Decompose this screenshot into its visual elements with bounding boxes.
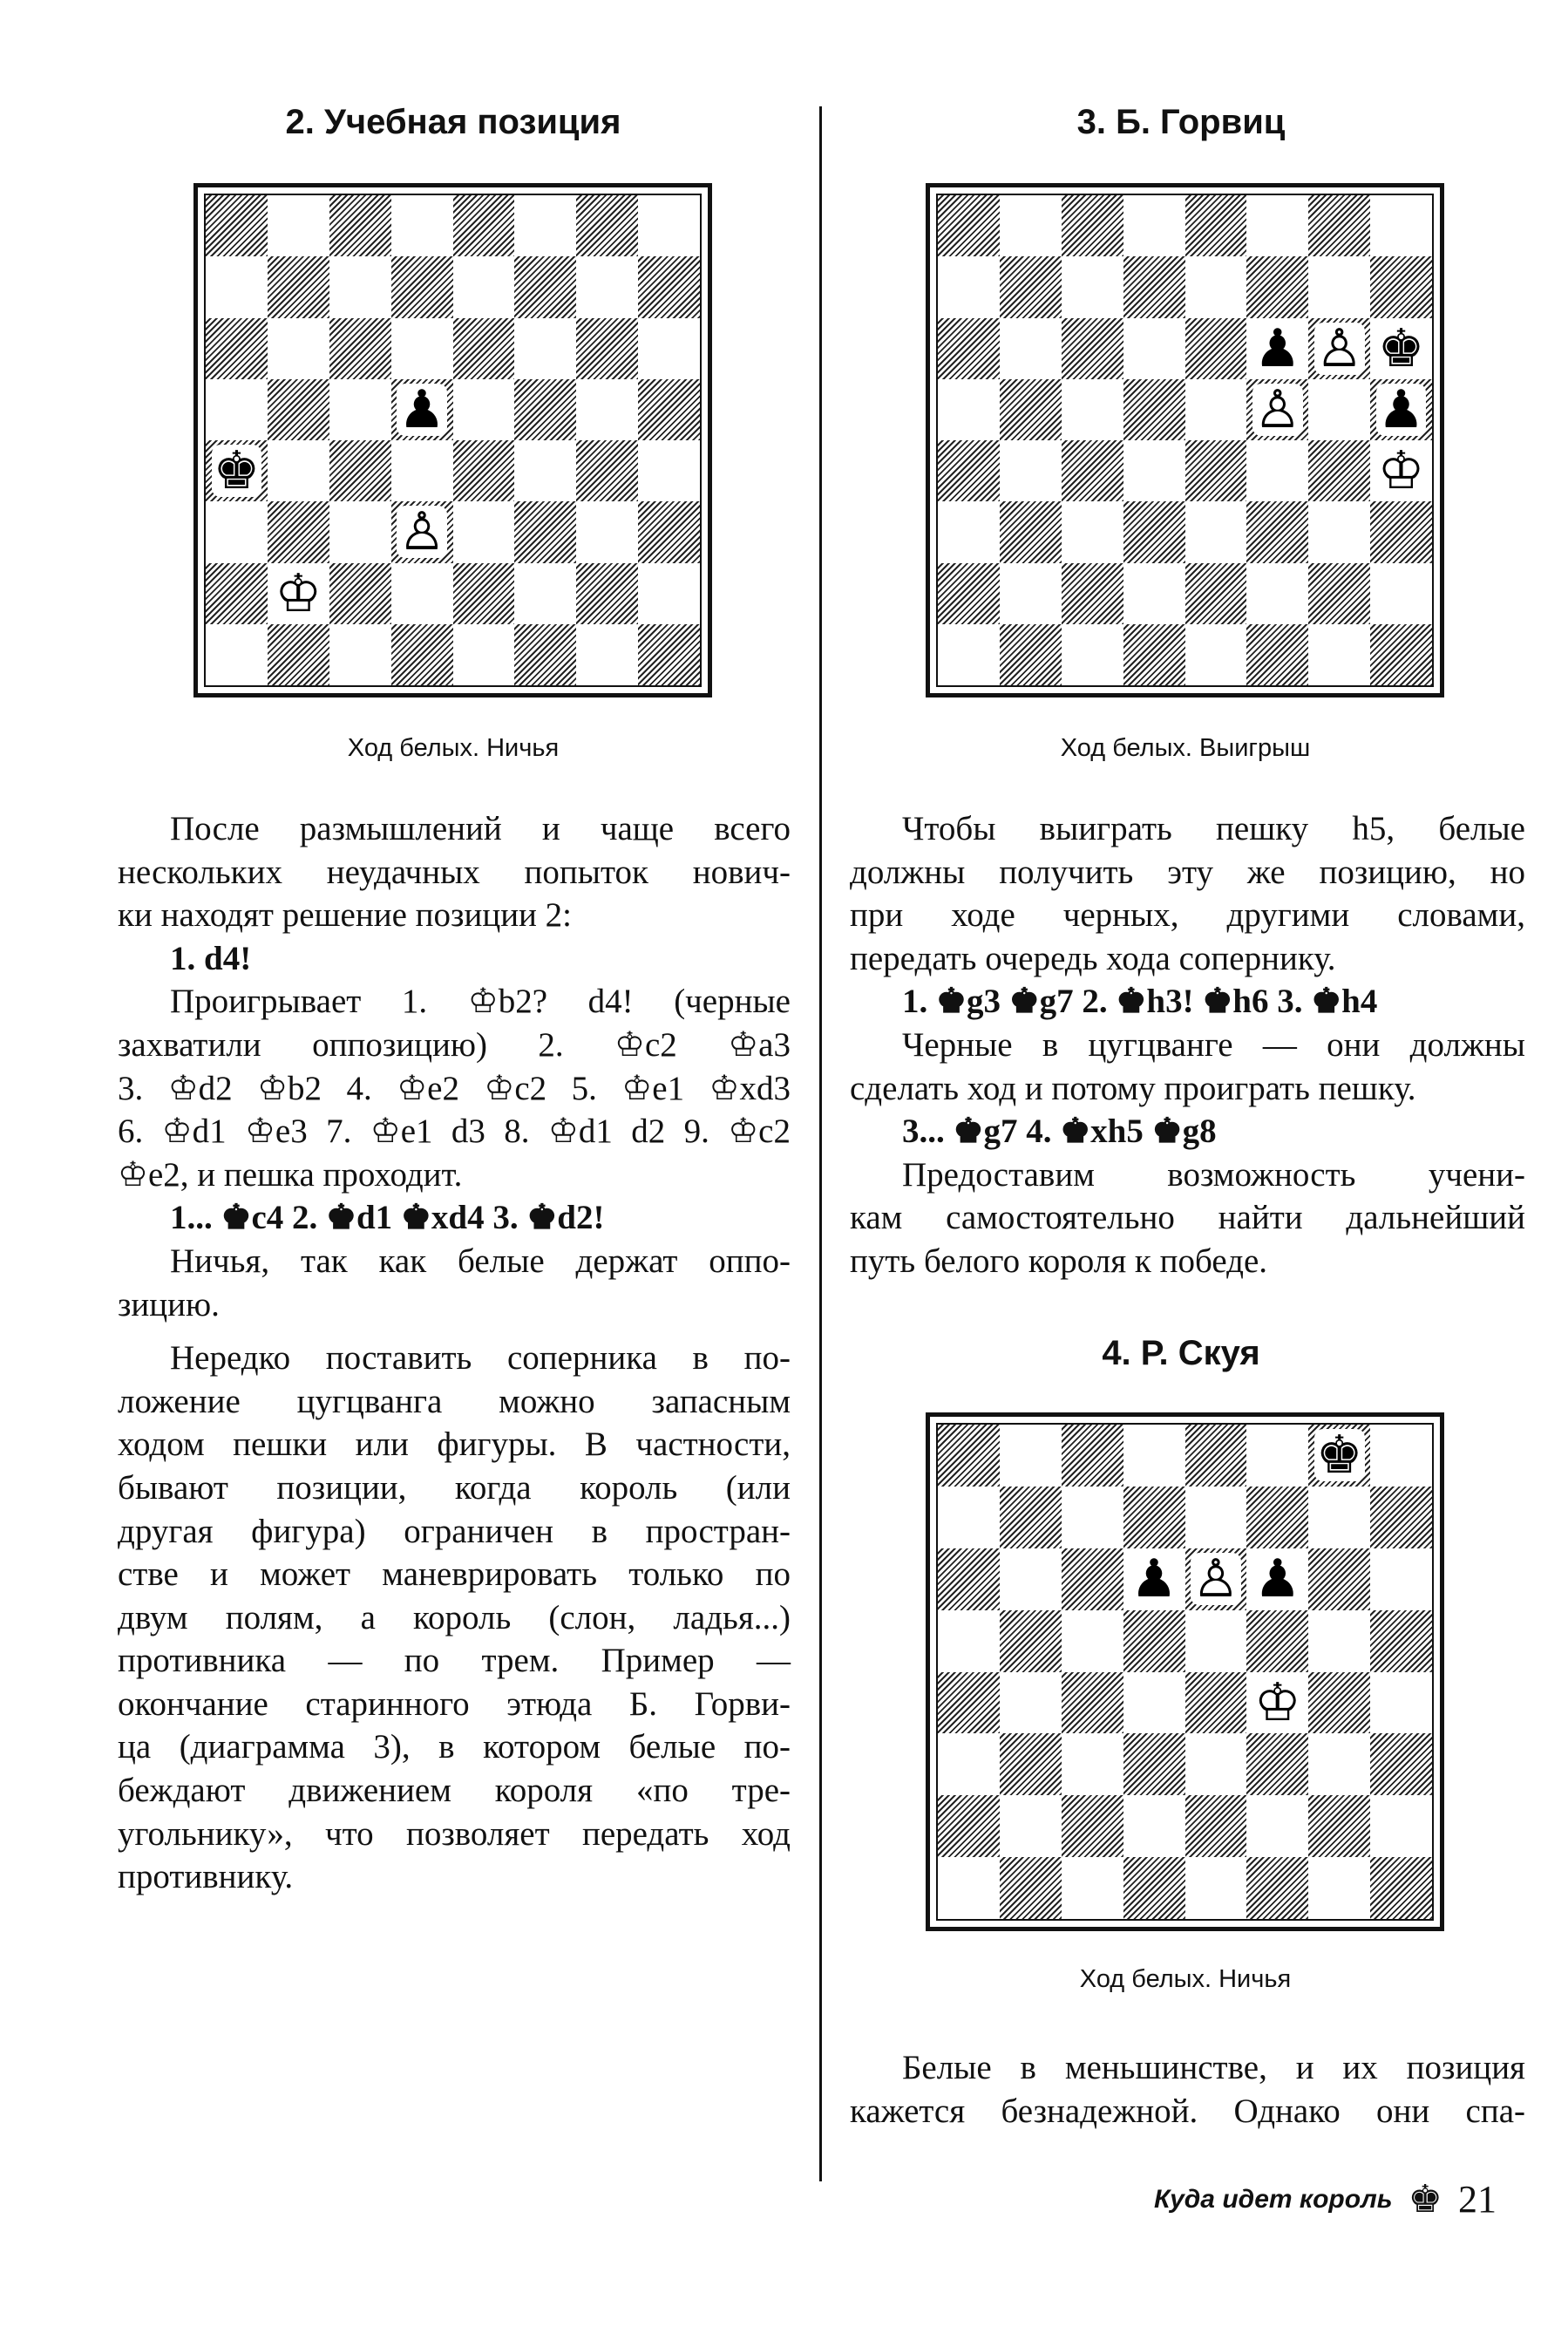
square-a4	[938, 440, 1000, 501]
text-line: Нередко поставить соперника в по-	[170, 1339, 791, 1378]
square-c6	[329, 318, 391, 379]
square-h7	[638, 256, 700, 317]
move-line: 1. ♚g3 ♚g7 2. ♚h3! ♚h6 3. ♚h4	[902, 983, 1378, 1021]
square-e7	[453, 256, 515, 317]
square-f2	[1246, 1795, 1308, 1857]
square-e4	[453, 440, 515, 501]
text-line: зицию.	[118, 1285, 220, 1323]
square-d7	[391, 256, 453, 317]
square-c7	[329, 256, 391, 317]
square-f8	[514, 195, 576, 256]
square-h6	[1370, 318, 1432, 379]
square-a3	[938, 1733, 1000, 1795]
square-f4	[1246, 440, 1308, 501]
board-grid	[204, 194, 702, 687]
text-line: ложение цугцванга можно запасным	[118, 1382, 791, 1420]
square-g7	[1308, 256, 1370, 317]
square-f5	[1246, 379, 1308, 440]
square-b2	[268, 563, 329, 624]
text-line: нескольких неудачных попыток нович-	[118, 853, 791, 891]
text-line: Белые в меньшинстве, и их позиция	[902, 2049, 1525, 2086]
square-h2	[1370, 563, 1432, 624]
square-g3	[576, 501, 638, 562]
diagram-4-title: 4. Р. Скуя	[1102, 1334, 1260, 1372]
square-c8	[329, 195, 391, 256]
square-c2	[329, 563, 391, 624]
square-e1	[453, 624, 515, 685]
white-king-icon: ♔	[1253, 1671, 1301, 1733]
square-c3	[1062, 501, 1123, 562]
black-king-icon: ♚	[1377, 317, 1425, 379]
square-f4	[1246, 1672, 1308, 1734]
text-line: при ходе черных, другими словами,	[850, 896, 1525, 935]
diagram-2-title: 2. Учебная позиция	[285, 103, 621, 141]
square-b1	[268, 624, 329, 685]
text-line: Ничья, так как белые держат оппо-	[170, 1242, 791, 1280]
square-a8	[938, 1425, 1000, 1487]
square-c4	[1062, 1672, 1123, 1734]
black-king-icon: ♚	[213, 440, 261, 502]
white-king-icon: ♔	[275, 562, 322, 624]
black-pawn-icon: ♟	[1130, 1548, 1178, 1610]
square-d8	[1123, 1425, 1185, 1487]
square-a6	[206, 318, 268, 379]
square-f2	[514, 563, 576, 624]
black-pawn-icon: ♟	[1377, 378, 1425, 440]
square-f6	[1246, 1548, 1308, 1610]
text-line: должны получить эту же позицию, но	[850, 853, 1525, 891]
square-e8	[1185, 195, 1247, 256]
square-d5	[391, 379, 453, 440]
square-a2	[938, 1795, 1000, 1857]
square-e6	[453, 318, 515, 379]
text-line: путь белого короля к победе.	[850, 1242, 1268, 1280]
square-a1	[938, 1857, 1000, 1919]
square-d3	[1123, 1733, 1185, 1795]
running-title: Куда идет король	[1154, 2184, 1393, 2214]
square-h8	[1370, 1425, 1432, 1487]
square-b8	[268, 195, 329, 256]
chessboard-diagram-2	[193, 183, 712, 697]
square-d8	[1123, 195, 1185, 256]
square-g8	[576, 195, 638, 256]
text-line: угольнику», что позволяет передать ход	[118, 1814, 791, 1853]
square-c8	[1062, 195, 1123, 256]
square-g5	[1308, 1610, 1370, 1672]
square-e8	[453, 195, 515, 256]
square-g7	[1308, 1487, 1370, 1548]
square-f3	[1246, 1733, 1308, 1795]
text-line: сделать ход и потому проиграть пешку.	[850, 1069, 1416, 1107]
square-d2	[1123, 1795, 1185, 1857]
square-b6	[1000, 1548, 1062, 1610]
board-grid	[936, 194, 1434, 687]
text-line: кажется безнадежной. Однако они спа-	[850, 2092, 1525, 2130]
square-e4	[1185, 440, 1247, 501]
square-d5	[1123, 379, 1185, 440]
text-line: захватили оппозицию) 2. ♔c2 ♔a3	[118, 1025, 791, 1064]
square-f5	[514, 379, 576, 440]
square-h5	[1370, 1610, 1432, 1672]
square-a7	[938, 256, 1000, 317]
square-a5	[938, 379, 1000, 440]
square-d6	[391, 318, 453, 379]
text-line: 3. ♔d2 ♔b2 4. ♔e2 ♔c2 5. ♔e1 ♔xd3	[118, 1069, 791, 1107]
square-g4	[1308, 1672, 1370, 1734]
square-f3	[514, 501, 576, 562]
white-pawn-icon: ♙	[1192, 1548, 1239, 1610]
square-d6	[1123, 1548, 1185, 1610]
square-d1	[391, 624, 453, 685]
square-g5	[1308, 379, 1370, 440]
square-h3	[638, 501, 700, 562]
square-g6	[1308, 318, 1370, 379]
square-a2	[206, 563, 268, 624]
square-d1	[1123, 624, 1185, 685]
square-h4	[638, 440, 700, 501]
square-c5	[1062, 379, 1123, 440]
square-d6	[1123, 318, 1185, 379]
square-c6	[1062, 318, 1123, 379]
square-e1	[1185, 1857, 1247, 1919]
square-f1	[514, 624, 576, 685]
square-a4	[206, 440, 268, 501]
square-b3	[268, 501, 329, 562]
square-e4	[1185, 1672, 1247, 1734]
page-footer	[1154, 2177, 1497, 2222]
square-g4	[576, 440, 638, 501]
text-line: Чтобы выиграть пешку h5, белые	[902, 810, 1525, 847]
square-h2	[1370, 1795, 1432, 1857]
square-h1	[1370, 1857, 1432, 1919]
square-b4	[268, 440, 329, 501]
white-pawn-icon: ♙	[1253, 378, 1301, 440]
square-a6	[938, 318, 1000, 379]
square-e8	[1185, 1425, 1247, 1487]
square-c1	[1062, 1857, 1123, 1919]
square-c1	[1062, 624, 1123, 685]
square-h7	[1370, 1487, 1432, 1548]
square-c7	[1062, 1487, 1123, 1548]
square-c2	[1062, 1795, 1123, 1857]
square-f6	[1246, 318, 1308, 379]
square-a8	[938, 195, 1000, 256]
square-h2	[638, 563, 700, 624]
square-h4	[1370, 1672, 1432, 1734]
square-b5	[1000, 1610, 1062, 1672]
square-h1	[1370, 624, 1432, 685]
text-line: После размышлений и чаще всего	[170, 810, 791, 847]
square-b5	[1000, 379, 1062, 440]
text-line: беждают движением короля «по тре-	[118, 1772, 791, 1810]
square-e7	[1185, 1487, 1247, 1548]
square-a4	[938, 1672, 1000, 1734]
square-g3	[1308, 501, 1370, 562]
square-c4	[1062, 440, 1123, 501]
square-e5	[1185, 1610, 1247, 1672]
square-g1	[1308, 624, 1370, 685]
move-line: 3... ♚g7 4. ♚xh5 ♚g8	[902, 1112, 1217, 1151]
square-e1	[1185, 624, 1247, 685]
right-column-text	[850, 807, 1525, 1283]
square-g2	[576, 563, 638, 624]
square-f1	[1246, 624, 1308, 685]
move-line: 1. d4!	[170, 939, 252, 977]
text-line: другая фигура) ограничен в простран-	[118, 1512, 791, 1550]
square-e6	[1185, 318, 1247, 379]
white-pawn-icon: ♙	[398, 501, 445, 563]
square-e3	[1185, 501, 1247, 562]
move-line: 1... ♚c4 2. ♚d1 ♚xd4 3. ♚d2!	[170, 1199, 605, 1237]
square-d8	[391, 195, 453, 256]
square-g1	[1308, 1857, 1370, 1919]
text-line: противнику.	[118, 1858, 294, 1896]
square-h6	[1370, 1548, 1432, 1610]
square-a3	[206, 501, 268, 562]
square-d7	[1123, 256, 1185, 317]
square-g7	[576, 256, 638, 317]
square-g8	[1308, 195, 1370, 256]
square-c5	[1062, 1610, 1123, 1672]
chessboard-diagram-4	[926, 1412, 1444, 1931]
square-c4	[329, 440, 391, 501]
square-b8	[1000, 195, 1062, 256]
square-b6	[1000, 318, 1062, 379]
square-d7	[1123, 1487, 1185, 1548]
square-d3	[391, 501, 453, 562]
text-line: ♔e2, и пешка проходит.	[118, 1155, 463, 1194]
text-line: ца (диаграмма 3), в котором белые по-	[118, 1728, 791, 1766]
square-a2	[938, 563, 1000, 624]
square-a8	[206, 195, 268, 256]
square-h6	[638, 318, 700, 379]
square-a5	[938, 1610, 1000, 1672]
diagram-2-caption: Ход белых. Ничья	[347, 734, 560, 762]
square-d1	[1123, 1857, 1185, 1919]
square-e7	[1185, 256, 1247, 317]
black-king-icon: ♚	[1315, 1425, 1363, 1487]
square-d5	[1123, 1610, 1185, 1672]
square-a3	[938, 501, 1000, 562]
square-h8	[1370, 195, 1432, 256]
text-line: 6. ♔d1 ♔e3 7. ♔e1 d3 8. ♔d1 d2 9. ♔c2	[118, 1112, 791, 1151]
paragraph	[118, 807, 791, 851]
square-a7	[206, 256, 268, 317]
square-a7	[938, 1487, 1000, 1548]
square-f6	[514, 318, 576, 379]
chessboard-diagram-3	[926, 183, 1444, 697]
square-f2	[1246, 563, 1308, 624]
text-line: передать очередь хода сопернику.	[850, 939, 1336, 977]
square-g2	[1308, 563, 1370, 624]
square-h5	[638, 379, 700, 440]
diagram-3-caption: Ход белых. Выигрыш	[1060, 734, 1311, 762]
square-c3	[329, 501, 391, 562]
square-h8	[638, 195, 700, 256]
square-h1	[638, 624, 700, 685]
square-g8	[1308, 1425, 1370, 1487]
square-b8	[1000, 1425, 1062, 1487]
square-g6	[576, 318, 638, 379]
square-b6	[268, 318, 329, 379]
square-c5	[329, 379, 391, 440]
square-f8	[1246, 1425, 1308, 1487]
king-icon: ♚	[1408, 2177, 1442, 2222]
square-e3	[453, 501, 515, 562]
black-pawn-icon: ♟	[1253, 1548, 1301, 1610]
column-divider	[819, 106, 822, 2181]
square-f7	[1246, 256, 1308, 317]
square-b7	[1000, 1487, 1062, 1548]
square-e2	[1185, 563, 1247, 624]
square-c1	[329, 624, 391, 685]
square-g4	[1308, 440, 1370, 501]
square-f4	[514, 440, 576, 501]
square-b1	[1000, 1857, 1062, 1919]
text-line: двум полям, а король (слон, ладья...)	[118, 1598, 791, 1636]
left-column-text	[118, 807, 791, 1899]
text-line: бывают позиции, когда король (или	[118, 1468, 791, 1507]
square-d2	[391, 563, 453, 624]
square-f8	[1246, 195, 1308, 256]
square-b7	[1000, 256, 1062, 317]
square-g6	[1308, 1548, 1370, 1610]
square-d4	[391, 440, 453, 501]
square-a1	[938, 624, 1000, 685]
square-e2	[1185, 1795, 1247, 1857]
square-c7	[1062, 256, 1123, 317]
square-h7	[1370, 256, 1432, 317]
diagram-3-title: 3. Б. Горвиц	[1076, 103, 1286, 141]
text-line: противника — по трем. Пример —	[118, 1642, 791, 1680]
square-b3	[1000, 1733, 1062, 1795]
square-h3	[1370, 1733, 1432, 1795]
square-e6	[1185, 1548, 1247, 1610]
text-line: Черные в цугцванге — они должны	[902, 1025, 1525, 1064]
square-c8	[1062, 1425, 1123, 1487]
square-b2	[1000, 563, 1062, 624]
square-f7	[1246, 1487, 1308, 1548]
square-g3	[1308, 1733, 1370, 1795]
square-c6	[1062, 1548, 1123, 1610]
right-column-text-bottom	[850, 2046, 1525, 2133]
square-h5	[1370, 379, 1432, 440]
square-a5	[206, 379, 268, 440]
text-line: стве и может маневрировать только по	[118, 1555, 791, 1594]
white-king-icon: ♔	[1377, 440, 1425, 502]
square-f5	[1246, 1610, 1308, 1672]
board-grid	[936, 1423, 1434, 1921]
square-g5	[576, 379, 638, 440]
text-line: Предоставим возможность учени-	[902, 1155, 1525, 1194]
square-b2	[1000, 1795, 1062, 1857]
page-number: 21	[1458, 2178, 1497, 2221]
square-b4	[1000, 440, 1062, 501]
diagram-4-caption: Ход белых. Ничья	[1079, 1965, 1292, 1993]
square-d3	[1123, 501, 1185, 562]
square-e3	[1185, 1733, 1247, 1795]
square-e5	[1185, 379, 1247, 440]
square-f1	[1246, 1857, 1308, 1919]
text-line: ходом пешки или фигуры. В частности,	[118, 1425, 791, 1464]
square-b1	[1000, 624, 1062, 685]
text-line: окончание старинного этюда Б. Горви-	[118, 1684, 791, 1723]
white-pawn-icon: ♙	[1315, 317, 1363, 379]
text-line: кам самостоятельно найти дальнейший	[850, 1199, 1525, 1237]
square-h4	[1370, 440, 1432, 501]
square-a6	[938, 1548, 1000, 1610]
square-e5	[453, 379, 515, 440]
black-pawn-icon: ♟	[1253, 317, 1301, 379]
text-line: Проигрывает 1. ♔b2? d4! (черные	[170, 983, 791, 1021]
square-b7	[268, 256, 329, 317]
square-b5	[268, 379, 329, 440]
square-b3	[1000, 501, 1062, 562]
square-c3	[1062, 1733, 1123, 1795]
text-line: ки находят решение позиции 2:	[118, 896, 573, 935]
square-f7	[514, 256, 576, 317]
square-g2	[1308, 1795, 1370, 1857]
square-d2	[1123, 563, 1185, 624]
square-c2	[1062, 563, 1123, 624]
square-d4	[1123, 1672, 1185, 1734]
square-e2	[453, 563, 515, 624]
square-d4	[1123, 440, 1185, 501]
square-b4	[1000, 1672, 1062, 1734]
square-h3	[1370, 501, 1432, 562]
black-pawn-icon: ♟	[398, 378, 445, 440]
square-f3	[1246, 501, 1308, 562]
square-a1	[206, 624, 268, 685]
square-g1	[576, 624, 638, 685]
